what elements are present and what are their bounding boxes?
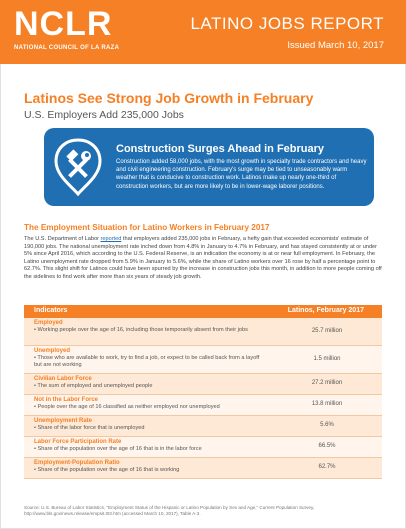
callout-body: Construction added 58,000 jobs, with the most growth in specialty trade contractors and heavy and civil engineering construction. February's surge may be tied to unseasonably warm weather that is conducive to construction work. Latinos make up nearly one-third of construction workers, but are more likely to be in lower-wage laborer positions. <box>116 159 367 190</box>
body-text-part-2: that employers added 235,000 jobs in February, a hefty gain that exceeded economists' estimate of 190,000 jobs. The national unemployment rate inched down from 4.8% in January to 4.7% in February, and has stayed consistently at or under 5% since April 2016, which according to the U.S. Federal Reserve, is an indication the economy is at or near full employment. In February, the Latino unemployment rate dropped from 5.9% in January to 5.6%, while the share of Latino workers over 16 rose by half a percentage point to 62.7%. This slight shift for Latinos could have been spurred by the increase in construction jobs this month, in addition to more people coming off the sidelines to find work after more than six years of steady job growth. <box>24 236 382 280</box>
indicator-desc: • The sum of employed and unemployed people <box>34 383 153 389</box>
report-title: LATINO JOBS REPORT <box>190 14 384 33</box>
reported-link[interactable]: reported <box>100 236 122 242</box>
section-title: The Employment Situation for Latino Workers in February 2017 <box>24 223 270 232</box>
indicator-name: Civilian Labor Force <box>34 376 92 382</box>
callout-title: Construction Surges Ahead in February <box>116 143 325 155</box>
indicator-value: 13.8 million <box>311 401 343 407</box>
indicator-cell <box>34 397 264 411</box>
subheadline: U.S. Employers Add 235,000 Jobs <box>24 109 184 121</box>
indicator-name: Unemployed <box>34 348 71 354</box>
indicator-name: Unemployment Rate <box>34 418 93 424</box>
body-text-part-1: The U.S. Department of Labor <box>24 236 101 242</box>
indicators-table <box>24 305 382 479</box>
indicator-name: Employed <box>34 320 63 326</box>
indicator-desc: • Those who are available to work, try to find a job, or expect to be called back from a layoff but are not working <box>34 355 260 368</box>
indicator-cell <box>34 376 264 390</box>
table-row <box>24 437 382 458</box>
callout-box <box>44 128 374 206</box>
indicator-cell <box>34 439 264 453</box>
logo-subtitle: NATIONAL COUNCIL OF LA RAZA <box>14 45 120 51</box>
indicator-desc: • Share of the labor force that is unemployed <box>34 425 145 431</box>
indicator-value: 66.5% <box>318 443 336 449</box>
indicator-value: 62.7% <box>318 464 336 470</box>
indicator-desc: • Working people over the age of 16, including those temporarily absent from their jobs <box>34 327 248 333</box>
table-header <box>24 305 382 318</box>
indicator-name: Not in the Labor Force <box>34 397 99 403</box>
table-row <box>24 318 382 346</box>
indicator-value: 27.2 million <box>311 380 343 386</box>
indicator-cell <box>34 418 264 432</box>
indicator-value: 5.6% <box>320 422 334 428</box>
indicator-name: Labor Force Participation Rate <box>34 439 122 445</box>
indicator-desc: • People over the age of 16 classified as neither employed nor unemployed <box>34 404 220 410</box>
table-row <box>24 458 382 479</box>
indicator-value: 1.5 million <box>313 356 341 362</box>
indicator-desc: • Share of the population over the age of 16 that is working <box>34 467 180 473</box>
issue-date: Issued March 10, 2017 <box>287 40 384 51</box>
indicator-cell <box>34 348 264 369</box>
headline: Latinos See Strong Job Growth in February <box>24 90 314 106</box>
nclr-logo: NCLR <box>14 5 113 43</box>
indicator-cell <box>34 320 264 334</box>
source-note: Source: U.S. Bureau of Labor Statistics, "Employment Status of the Hispanic or Latino Population by Sex and Age," Current Population Survey, http://www.bls.gov/news.release/empsit.t03.htm (accessed March 10, 2017), Table A-3. <box>24 505 315 516</box>
indicator-cell <box>34 460 264 474</box>
table-row <box>24 395 382 416</box>
column-header-latinos: Latinos, February 2017 <box>287 307 364 314</box>
column-header-indicators: Indicators <box>34 307 68 314</box>
table-row <box>24 416 382 437</box>
body-paragraph <box>24 236 382 282</box>
indicator-value: 25.7 million <box>311 328 343 334</box>
indicator-name: Employment-Population Ratio <box>34 460 120 466</box>
table-row <box>24 374 382 395</box>
hammer-wrench-icon <box>52 137 104 197</box>
report-header <box>0 0 406 64</box>
table-row <box>24 346 382 374</box>
indicator-desc: • Share of the population over the age of 16 that is in the labor force <box>34 446 202 452</box>
